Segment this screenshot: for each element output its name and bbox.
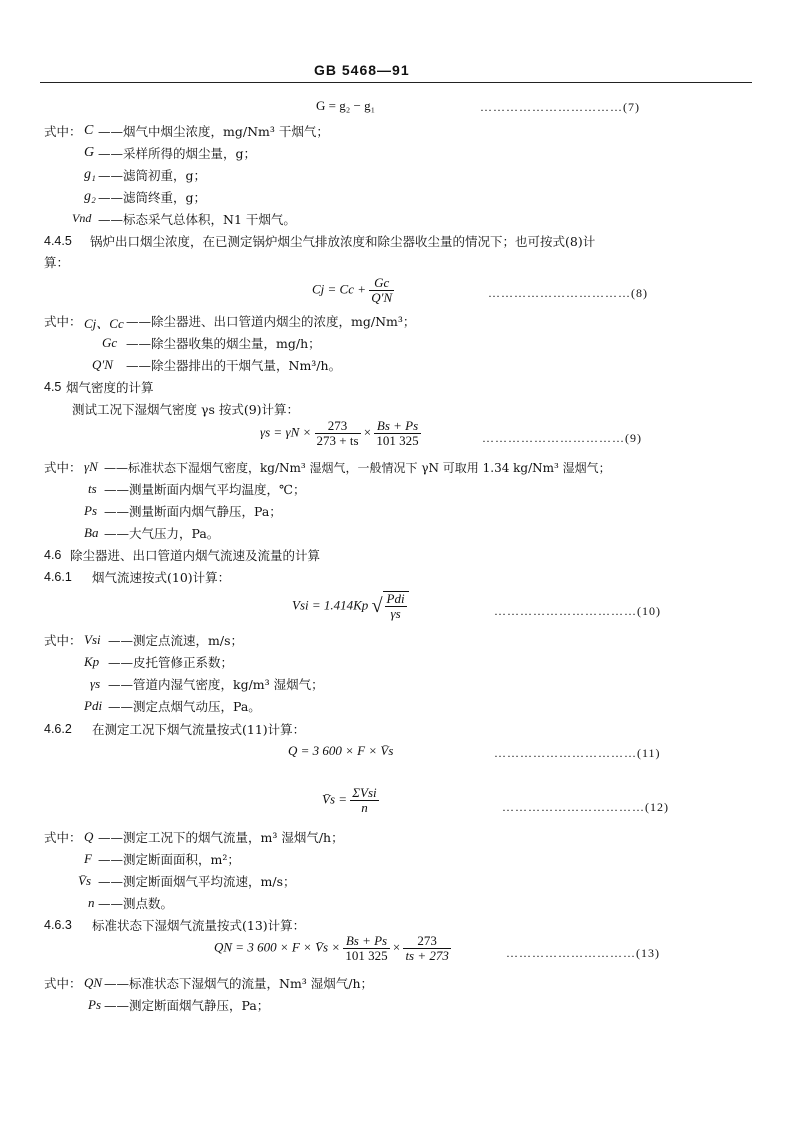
definition: ——除尘器收集的烟尘量，mg/h； — [126, 336, 321, 351]
definition: ——滤筒初重，g； — [98, 168, 207, 183]
equation-7-label: ……………………………(7) — [480, 100, 640, 114]
equation-11: Q = 3 600 × F × V̄s — [288, 743, 394, 758]
sqrt-sign: √ — [371, 595, 383, 617]
equation-7: G = g₂ − g₁ — [316, 98, 376, 113]
definition: ——大气压力，Pa。 — [104, 526, 220, 541]
definition: ——测定工况下的烟气流量，m³ 湿烟气/h； — [98, 830, 344, 845]
symbol: F — [84, 851, 92, 866]
section-number: 4.6 — [44, 548, 62, 562]
definition: ——除尘器进、出口管道内烟尘的浓度，mg/Nm³； — [126, 314, 416, 329]
fraction — [403, 934, 450, 963]
definition: ——滤筒终重，g； — [98, 190, 207, 205]
symbol: Vsi — [84, 632, 101, 647]
equation-13-lhs: QN = 3 600 × F × V̄s × — [214, 939, 341, 955]
symbol: n — [88, 895, 95, 910]
definition: ——测定断面烟气平均流速，m/s； — [98, 874, 296, 889]
symbol: V̄s — [78, 873, 91, 888]
section-number: 4.6.3 — [44, 918, 72, 932]
numerator: Gc — [369, 276, 394, 291]
numerator: Bs + Ps — [374, 419, 420, 434]
definition: ——标态采气总体积，N1 干烟气。 — [98, 212, 296, 227]
symbol: Gc — [102, 335, 118, 350]
equation-8-lhs: Cj = Cc + — [312, 281, 367, 297]
equation-12 — [322, 786, 379, 815]
symbol: Ps — [84, 503, 97, 518]
symbol: C — [84, 123, 94, 138]
fraction — [369, 276, 394, 305]
section-text: 锅炉出口烟尘浓度，在已测定锅炉烟尘气排放浓度和除尘器收尘量的情况下；也可按式(8)计 — [90, 234, 596, 249]
fraction — [385, 592, 407, 621]
definition: ——测定断面面积，m²； — [98, 852, 240, 867]
equation-12-lhs: V̄s = — [322, 791, 348, 807]
equation-10 — [292, 591, 409, 621]
equation-8-label: ……………………………(8) — [488, 286, 648, 300]
where-lead-6: 式中： — [44, 976, 82, 991]
definition: ——烟气中烟尘浓度，mg/Nm³ 干烟气； — [98, 124, 329, 139]
equation-10-label: ……………………………(10) — [494, 604, 661, 618]
section-text: 在测定工况下烟气流量按式(11)计算： — [92, 722, 306, 737]
equation-12-label: ……………………………(12) — [502, 800, 669, 814]
section-number: 4.5 — [44, 380, 62, 394]
denominator: 101 325 — [376, 433, 419, 448]
numerator: 273 — [403, 934, 450, 949]
symbol: Kp — [84, 654, 100, 669]
symbol: γs — [90, 676, 101, 691]
section-text: 标准状态下湿烟气流量按式(13)计算： — [92, 918, 306, 933]
definition: ——采样所得的烟尘量，g； — [98, 146, 257, 161]
fraction — [374, 419, 420, 448]
definition: ——测点数。 — [98, 896, 174, 911]
where-lead-3: 式中： — [44, 460, 82, 475]
equation-8 — [312, 276, 394, 305]
section-title: 烟气密度的计算 — [66, 380, 154, 395]
symbol: QN — [84, 975, 103, 990]
denominator: n — [361, 800, 368, 815]
equation-9 — [260, 419, 421, 448]
equation-11-label: ……………………………(11) — [494, 746, 661, 760]
section-number: 4.6.1 — [44, 570, 72, 584]
fraction — [343, 934, 389, 963]
symbol: Vnd — [72, 211, 92, 225]
definition: ——除尘器排出的干烟气量，Nm³/h。 — [126, 358, 342, 373]
symbol: Q — [84, 829, 94, 844]
where-lead-4: 式中： — [44, 633, 82, 648]
numerator: Bs + Ps — [343, 934, 389, 949]
fraction — [315, 419, 361, 448]
symbol: g₁ — [84, 167, 96, 182]
equation-9-label: ……………………………(9) — [482, 431, 642, 445]
symbol: Cj、Cc — [84, 316, 124, 331]
denominator: ts + 273 — [405, 948, 449, 963]
equation-9-lhs: γs = γN × — [260, 424, 312, 440]
symbol: Ba — [84, 525, 99, 540]
definition: ——管道内湿气密度，kg/m³ 湿烟气； — [108, 677, 324, 692]
definition: ——测量断面内烟气平均温度，℃； — [104, 482, 306, 497]
section-text: 烟气流速按式(10)计算： — [92, 570, 231, 585]
where-lead-1: 式中： — [44, 124, 82, 139]
definition: ——测定点流速，m/s； — [108, 633, 243, 648]
section-number: 4.6.2 — [44, 722, 72, 736]
denominator: 273 + ts — [316, 433, 359, 448]
header-rule — [40, 82, 752, 83]
numerator: ΣVsi — [352, 785, 377, 800]
numerator: 273 — [315, 419, 361, 434]
definition: ——测量断面内烟气静压，Pa； — [104, 504, 282, 519]
symbol: g₂ — [84, 189, 96, 204]
where-lead-5: 式中： — [44, 830, 82, 845]
symbol: ts — [88, 481, 97, 496]
symbol: G — [84, 145, 95, 160]
section-text-cont: 算： — [44, 255, 70, 270]
numerator: Pdi — [386, 591, 405, 606]
fraction — [350, 786, 378, 815]
times-sign: × — [363, 424, 372, 440]
equation-10-lhs: Vsi = 1.414Kp — [292, 597, 369, 613]
equation-13 — [214, 934, 451, 963]
denominator: 101 325 — [345, 948, 388, 963]
denominator: Q′N — [371, 290, 393, 305]
sqrt-body — [383, 591, 409, 621]
denominator: γs — [390, 606, 401, 621]
definition: ——皮托管修正系数； — [108, 655, 234, 670]
section-number: 4.4.5 — [44, 234, 72, 248]
section-title: 除尘器进、出口管道内烟气流速及流量的计算 — [70, 548, 321, 563]
symbol: Q′N — [92, 357, 113, 372]
standard-code: GB 5468—91 — [314, 62, 410, 78]
where-lead-2: 式中： — [44, 314, 82, 329]
definition: ——标准状态下湿烟气密度，kg/Nm³ 湿烟气，一般情况下 γN 可取用 1.34 kg/Nm³ 湿烟气； — [104, 461, 611, 475]
times-sign: × — [392, 939, 401, 955]
definition: ——测定点烟气动压，Pa。 — [108, 699, 261, 714]
definition: ——测定断面烟气静压，Pa； — [104, 998, 270, 1013]
definition: ——标准状态下湿烟气的流量，Nm³ 湿烟气/h； — [104, 976, 374, 991]
symbol: γN — [84, 459, 98, 474]
symbol: Pdi — [84, 698, 103, 713]
section-intro: 测试工况下湿烟气密度 γs 按式(9)计算： — [72, 402, 300, 417]
symbol: Ps — [88, 997, 101, 1012]
equation-13-label: …………………………(13) — [506, 946, 660, 960]
